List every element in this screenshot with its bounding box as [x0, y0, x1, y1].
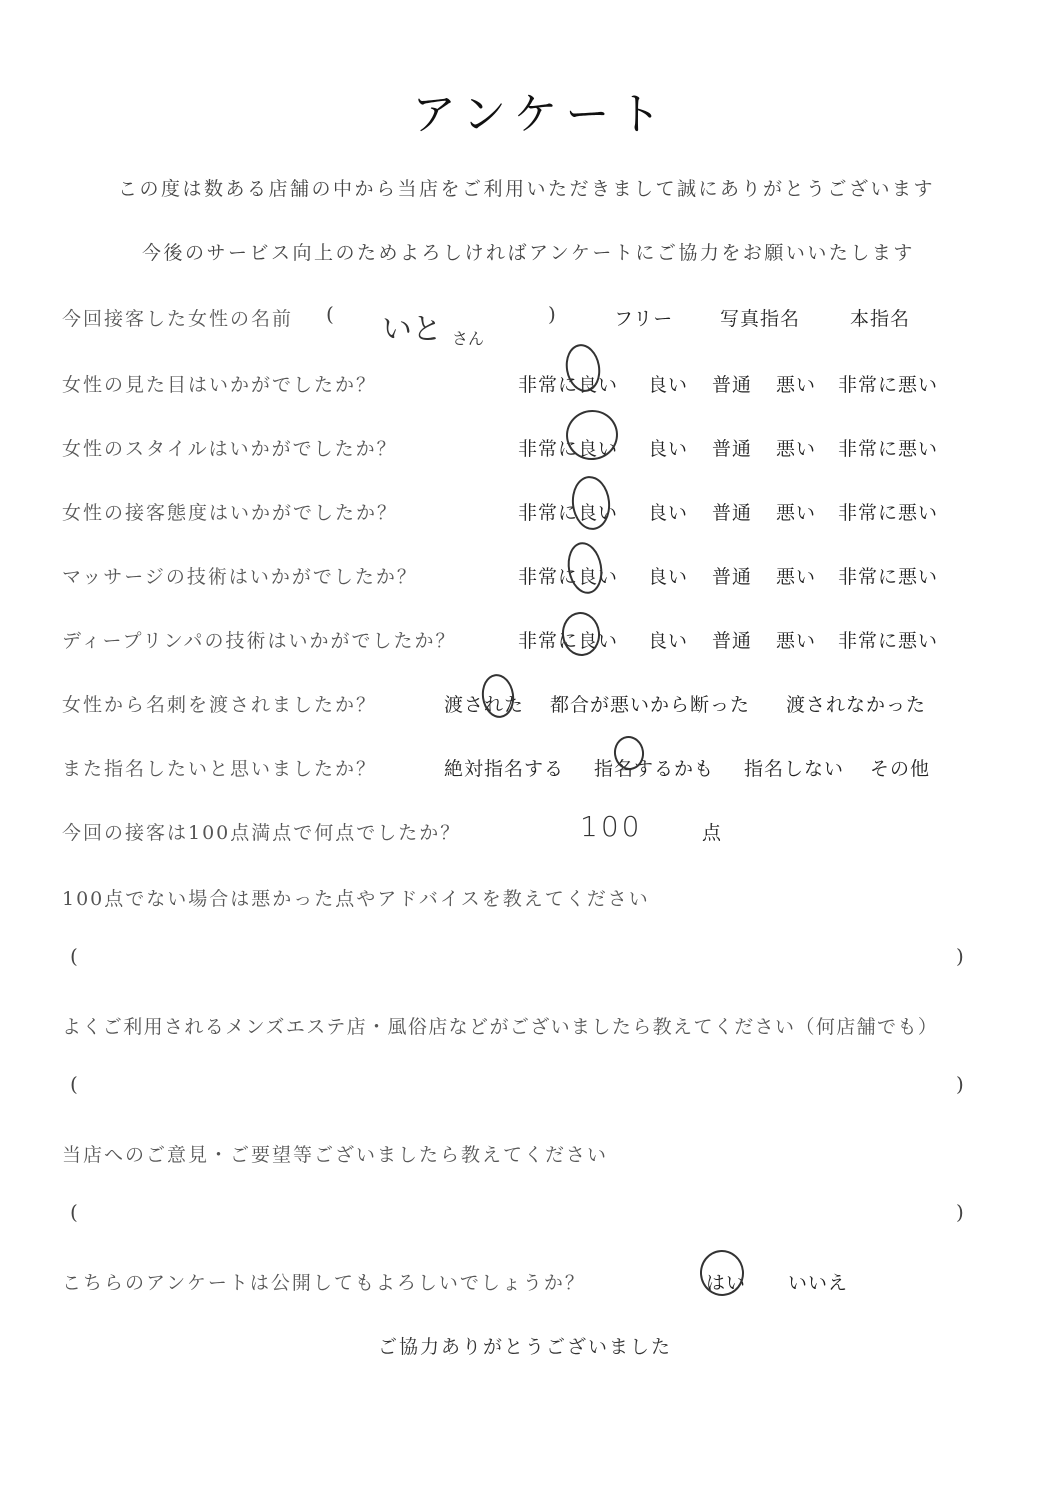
rating-option-very-good[interactable]: 非常に良い — [518, 566, 619, 588]
rating-option-bad[interactable]: 悪い — [776, 502, 817, 524]
opinion-close-paren: ) — [956, 1200, 964, 1224]
rating-option-normal[interactable]: 普通 — [712, 566, 753, 588]
rating-option-very-good[interactable]: 非常に良い — [518, 502, 619, 524]
rating-option-bad[interactable]: 悪い — [776, 438, 817, 460]
name-close-paren: ) — [548, 302, 556, 326]
option-free[interactable]: フリー — [614, 308, 674, 330]
handwritten-score[interactable]: 100 — [580, 810, 643, 843]
handwritten-name-suffix: さん — [452, 329, 485, 348]
rating-question-label: 女性の接客態度はいかがでしたか？ — [62, 502, 399, 524]
rating-option-very-bad[interactable]: 非常に悪い — [838, 502, 939, 524]
rating-option-very-bad[interactable]: 非常に悪い — [838, 630, 939, 652]
rating-option-bad[interactable]: 悪い — [776, 566, 817, 588]
rating-option-very-good[interactable]: 非常に良い — [518, 438, 619, 460]
rating-option-normal[interactable]: 普通 — [712, 630, 753, 652]
advice-close-paren: ) — [956, 944, 964, 968]
rating-question-label: ディープリンパの技術はいかがでしたか？ — [62, 630, 457, 652]
advice-answer-field[interactable] — [86, 944, 946, 972]
closing-message: ご協力ありがとうございました — [378, 1336, 673, 1358]
opinion-question-label: 当店へのご意見・ご要望等ございましたら教えてください — [62, 1144, 609, 1166]
rating-option-bad[interactable]: 悪い — [776, 374, 817, 396]
rating-option-good[interactable]: 良い — [648, 502, 689, 524]
repeat-option-other[interactable]: その他 — [870, 758, 931, 780]
shops-answer-field[interactable] — [86, 1072, 946, 1100]
rating-option-very-bad[interactable]: 非常に悪い — [838, 438, 939, 460]
repeat-option-maybe[interactable]: 指名するかも — [594, 758, 715, 780]
card-option-not-received[interactable]: 渡されなかった — [786, 694, 927, 716]
score-unit: 点 — [702, 822, 723, 844]
rating-option-normal[interactable]: 普通 — [712, 374, 753, 396]
intro-line-1: この度は数ある店舗の中から当店をご利用いただきまして誠にありがとうございます — [118, 178, 936, 200]
rating-option-good[interactable]: 良い — [648, 630, 689, 652]
name-open-paren: ( — [326, 302, 334, 326]
advice-question-label: 100点でない場合は悪かった点やアドバイスを教えてください — [62, 888, 650, 910]
rating-question-label: 女性のスタイルはいかがでしたか？ — [62, 438, 398, 460]
card-option-received[interactable]: 渡された — [444, 694, 525, 716]
rating-option-very-bad[interactable]: 非常に悪い — [838, 566, 939, 588]
rating-question-label: マッサージの技術はいかがでしたか？ — [62, 566, 418, 588]
rating-option-good[interactable]: 良い — [648, 374, 689, 396]
shops-question-label: よくご利用されるメンズエステ店・風俗店などがございましたら教えてください（何店舗でも） — [62, 1016, 939, 1038]
rating-option-bad[interactable]: 悪い — [776, 630, 817, 652]
shops-open-paren: ( — [70, 1072, 78, 1096]
opinion-open-paren: ( — [70, 1200, 78, 1224]
rating-option-good[interactable]: 良い — [648, 438, 689, 460]
shops-close-paren: ) — [956, 1072, 964, 1096]
repeat-option-no[interactable]: 指名しない — [744, 758, 845, 780]
rating-option-very-good[interactable]: 非常に良い — [518, 374, 619, 396]
advice-open-paren: ( — [70, 944, 78, 968]
rating-option-very-bad[interactable]: 非常に悪い — [838, 374, 939, 396]
publish-option-yes[interactable]: はい — [706, 1272, 747, 1294]
survey-title: アンケート — [412, 89, 670, 140]
card-question-label: 女性から名刺を渡されましたか？ — [62, 694, 378, 716]
rating-option-normal[interactable]: 普通 — [712, 438, 753, 460]
rating-option-very-good[interactable]: 非常に良い — [518, 630, 619, 652]
opinion-answer-field[interactable] — [86, 1200, 946, 1228]
score-question-label: 今回の接客は100点満点で何点でしたか？ — [62, 822, 462, 844]
rating-option-good[interactable]: 良い — [648, 566, 689, 588]
card-option-declined[interactable]: 都合が悪いから断った — [550, 694, 751, 716]
name-question-label: 今回接客した女性の名前 — [62, 308, 294, 330]
rating-option-normal[interactable]: 普通 — [712, 502, 753, 524]
rating-question-label: 女性の見た目はいかがでしたか？ — [62, 374, 378, 396]
handwritten-name[interactable]: いと — [382, 312, 442, 347]
publish-question-label: こちらのアンケートは公開してもよろしいでしょうか？ — [62, 1272, 586, 1294]
option-photo-nomination[interactable]: 写真指名 — [720, 308, 801, 330]
repeat-question-label: また指名したいと思いましたか？ — [62, 758, 378, 780]
publish-option-no[interactable]: いいえ — [788, 1272, 849, 1294]
repeat-option-definitely[interactable]: 絶対指名する — [444, 758, 565, 780]
intro-line-2: 今後のサービス向上のためよろしければアンケートにご協力をお願いいたします — [142, 242, 915, 264]
option-main-nomination[interactable]: 本指名 — [850, 308, 911, 330]
